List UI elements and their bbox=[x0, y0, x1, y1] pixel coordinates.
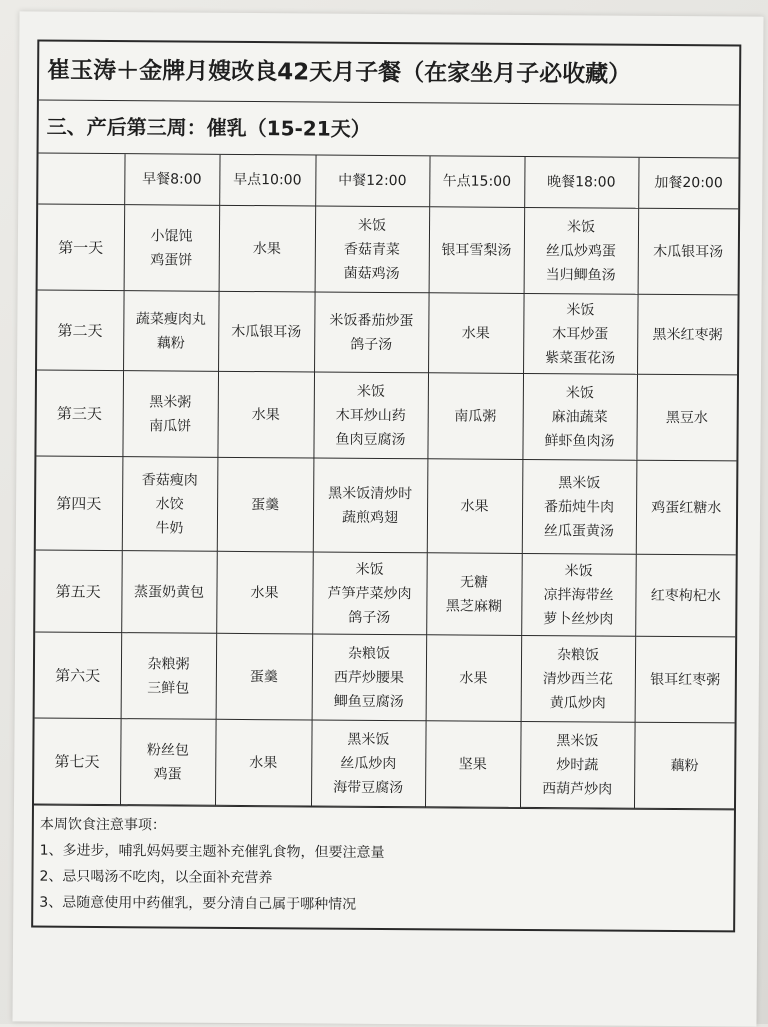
meal-cell bbox=[636, 374, 737, 461]
meal-item: 杂粮饭 bbox=[348, 645, 391, 662]
meal-item: 黑米饭 bbox=[556, 732, 599, 749]
table-row bbox=[37, 290, 738, 375]
meal-item: 丝瓜炒肉 bbox=[340, 755, 397, 772]
meal-item: 黑米饭 bbox=[558, 474, 601, 491]
column-header: 加餐20:00 bbox=[638, 158, 738, 209]
table-row bbox=[38, 204, 739, 295]
meal-item: 米饭 bbox=[566, 301, 595, 318]
meal-cell bbox=[313, 372, 428, 459]
meal-cell bbox=[122, 457, 218, 552]
meal-item: 当归鲫鱼汤 bbox=[545, 266, 616, 284]
meal-item: 炒时蔬 bbox=[556, 756, 599, 773]
meal-item: 南瓜饼 bbox=[149, 417, 192, 435]
meal-item: 红枣枸杞水 bbox=[650, 587, 721, 604]
meal-cell bbox=[311, 720, 426, 807]
meal-cell bbox=[426, 553, 522, 636]
table-row bbox=[34, 718, 735, 809]
meal-item: 香菇瘦肉 bbox=[141, 471, 198, 489]
meal-item: 萝卜丝炒肉 bbox=[543, 610, 614, 628]
meal-cell bbox=[428, 293, 524, 374]
meal-item: 香菇青菜 bbox=[343, 241, 400, 258]
day-label: 第六天 bbox=[35, 632, 122, 719]
meal-item: 西葫芦炒肉 bbox=[542, 780, 613, 798]
meal-item: 蛋羹 bbox=[249, 668, 278, 685]
table-row bbox=[36, 456, 737, 555]
meal-cell bbox=[425, 721, 521, 808]
meal-cell bbox=[427, 459, 523, 554]
page-title: 崔玉涛＋金牌月嫂改良42天月子餐（在家坐月子必收藏） bbox=[39, 42, 739, 106]
column-header: 早点10:00 bbox=[219, 155, 315, 206]
meal-item: 木瓜银耳汤 bbox=[231, 323, 302, 340]
meal-cell bbox=[637, 294, 738, 375]
meal-item: 水果 bbox=[461, 325, 490, 342]
day-label: 第二天 bbox=[37, 290, 124, 371]
meal-item: 米饭 bbox=[566, 218, 596, 235]
meal-item: 黄瓜炒肉 bbox=[549, 694, 606, 712]
meal-item: 无糖 bbox=[460, 574, 489, 591]
meal-item: 蔬菜瘦肉丸 bbox=[135, 310, 206, 328]
meal-table bbox=[34, 154, 739, 810]
notes-section bbox=[33, 805, 734, 931]
header-corner bbox=[38, 154, 124, 205]
meal-item: 菌菇鸡汤 bbox=[343, 265, 400, 282]
menu-frame bbox=[31, 40, 741, 933]
note-item: 2、忌只喝汤不吃肉，以全面补充营养 bbox=[39, 868, 273, 887]
meal-item: 水饺 bbox=[155, 495, 184, 513]
meal-item: 米饭 bbox=[564, 562, 593, 579]
meal-cell bbox=[521, 553, 636, 636]
meal-cell bbox=[638, 208, 739, 295]
meal-item: 鸡蛋 bbox=[153, 765, 182, 783]
meal-item: 鸽子汤 bbox=[350, 336, 393, 353]
meal-item: 麻油蔬菜 bbox=[551, 408, 608, 426]
paper-sheet bbox=[12, 11, 763, 1026]
meal-cell bbox=[523, 293, 638, 374]
day-label: 第四天 bbox=[36, 456, 123, 551]
meal-item: 木耳炒山药 bbox=[335, 407, 406, 424]
meal-cell bbox=[217, 371, 314, 458]
meal-cell bbox=[427, 373, 523, 460]
meal-cell bbox=[122, 371, 218, 458]
meal-cell bbox=[216, 633, 313, 720]
meal-item: 黑米粥 bbox=[149, 393, 192, 411]
meal-item: 米饭 bbox=[355, 561, 384, 578]
meal-item: 海带豆腐汤 bbox=[333, 779, 404, 796]
meal-cell bbox=[635, 554, 736, 637]
meal-item: 黑芝麻糊 bbox=[445, 597, 502, 615]
meal-item: 牛奶 bbox=[155, 519, 184, 537]
meal-item: 番茄炖牛肉 bbox=[544, 498, 615, 516]
meal-item: 小馄饨 bbox=[150, 227, 193, 245]
meal-cell bbox=[634, 722, 735, 809]
column-header: 中餐12:00 bbox=[315, 155, 429, 206]
meal-item: 水果 bbox=[250, 584, 279, 601]
meal-item: 三鲜包 bbox=[147, 679, 190, 697]
meal-item: 银耳红枣粥 bbox=[650, 671, 721, 688]
meal-cell bbox=[426, 635, 522, 722]
meal-item: 清炒西兰花 bbox=[542, 670, 613, 688]
header-row bbox=[38, 154, 738, 209]
meal-cell bbox=[215, 719, 312, 806]
meal-item: 黑豆水 bbox=[665, 409, 709, 426]
meal-cell bbox=[123, 291, 219, 372]
meal-item: 蒸蛋奶黄包 bbox=[133, 583, 205, 601]
meal-item: 水果 bbox=[459, 670, 488, 687]
meal-cell bbox=[120, 719, 216, 806]
meal-cell bbox=[635, 636, 736, 723]
meal-item: 蔬煎鸡翅 bbox=[341, 509, 399, 526]
meal-cell bbox=[216, 551, 313, 634]
meal-cell bbox=[313, 458, 428, 553]
day-label: 第一天 bbox=[38, 204, 125, 291]
meal-item: 藕粉 bbox=[156, 334, 185, 352]
table-row bbox=[36, 370, 737, 461]
meal-item: 杂粮饭 bbox=[557, 646, 600, 663]
meal-item: 米饭 bbox=[356, 383, 385, 400]
meal-item: 凉拌海带丝 bbox=[543, 586, 614, 604]
meal-cell bbox=[524, 207, 639, 294]
column-header: 午点15:00 bbox=[429, 156, 524, 207]
meal-item: 粉丝包 bbox=[146, 741, 189, 759]
meal-item: 丝瓜炒鸡蛋 bbox=[545, 242, 616, 260]
meal-item: 木耳炒蛋 bbox=[552, 325, 609, 343]
meal-cell bbox=[121, 551, 217, 634]
day-label: 第七天 bbox=[34, 718, 121, 805]
meal-cell bbox=[520, 721, 635, 808]
meal-cell bbox=[636, 460, 737, 555]
meal-cell bbox=[315, 206, 430, 293]
meal-item: 黑米饭清炒时 bbox=[328, 485, 413, 502]
meal-item: 蛋羹 bbox=[251, 496, 280, 513]
meal-cell bbox=[522, 459, 637, 554]
meal-item: 米饭 bbox=[565, 384, 594, 401]
meal-item: 芦笋芹菜炒肉 bbox=[327, 585, 412, 602]
meal-cell bbox=[217, 457, 314, 552]
meal-item: 黑米红枣粥 bbox=[652, 326, 723, 343]
meal-item: 藕粉 bbox=[670, 757, 699, 774]
meal-cell bbox=[522, 373, 637, 460]
meal-item: 西芹炒腰果 bbox=[333, 669, 404, 686]
meal-cell bbox=[218, 291, 315, 372]
meal-item: 银耳雪梨汤 bbox=[441, 241, 512, 259]
meal-cell bbox=[429, 207, 525, 294]
table-row bbox=[35, 632, 736, 723]
note-item: 1、多进步，哺乳妈妈要主题补充催乳食物，但要注意量 bbox=[39, 842, 385, 861]
meal-cell bbox=[312, 552, 427, 635]
meal-cell bbox=[314, 292, 429, 373]
day-label: 第五天 bbox=[35, 550, 122, 633]
meal-cell bbox=[521, 635, 636, 722]
meal-item: 鱼肉豆腐汤 bbox=[335, 431, 406, 448]
meal-item: 水果 bbox=[252, 240, 281, 257]
meal-item: 南瓜粥 bbox=[454, 407, 497, 425]
meal-item: 水果 bbox=[460, 498, 489, 515]
meal-cell bbox=[312, 634, 427, 721]
table-row bbox=[35, 550, 736, 637]
meal-item: 紫菜蛋花汤 bbox=[545, 349, 616, 367]
meal-cell bbox=[219, 205, 316, 292]
meal-item: 鸡蛋红糖水 bbox=[651, 499, 722, 516]
meal-item: 水果 bbox=[249, 754, 278, 771]
meal-cell bbox=[121, 633, 217, 720]
day-label: 第三天 bbox=[36, 370, 123, 457]
meal-item: 鸽子汤 bbox=[348, 609, 391, 626]
meal-cell bbox=[124, 205, 220, 292]
section-title: 三、产后第三周：催乳（15-21天） bbox=[39, 101, 739, 159]
meal-item: 鲜虾鱼肉汤 bbox=[544, 432, 615, 450]
meal-item: 木瓜银耳汤 bbox=[653, 243, 724, 260]
meal-item: 丝瓜蛋黄汤 bbox=[543, 522, 614, 540]
column-header: 晚餐18:00 bbox=[524, 157, 638, 208]
column-header: 早餐8:00 bbox=[124, 154, 219, 205]
meal-item: 鲫鱼豆腐汤 bbox=[333, 693, 404, 710]
meal-item: 鸡蛋饼 bbox=[150, 251, 193, 269]
meal-item: 米饭 bbox=[357, 217, 387, 234]
note-item: 3、忌随意使用中药催乳，要分清自己属于哪种情况 bbox=[39, 894, 357, 913]
meal-item: 米饭番茄炒蛋 bbox=[329, 312, 414, 329]
meal-item: 杂粮粥 bbox=[147, 655, 190, 673]
notes-heading: 本周饮食注意事项： bbox=[39, 816, 166, 834]
meal-item: 黑米饭 bbox=[347, 731, 390, 748]
meal-item: 水果 bbox=[251, 406, 280, 423]
meal-item: 坚果 bbox=[458, 756, 487, 773]
